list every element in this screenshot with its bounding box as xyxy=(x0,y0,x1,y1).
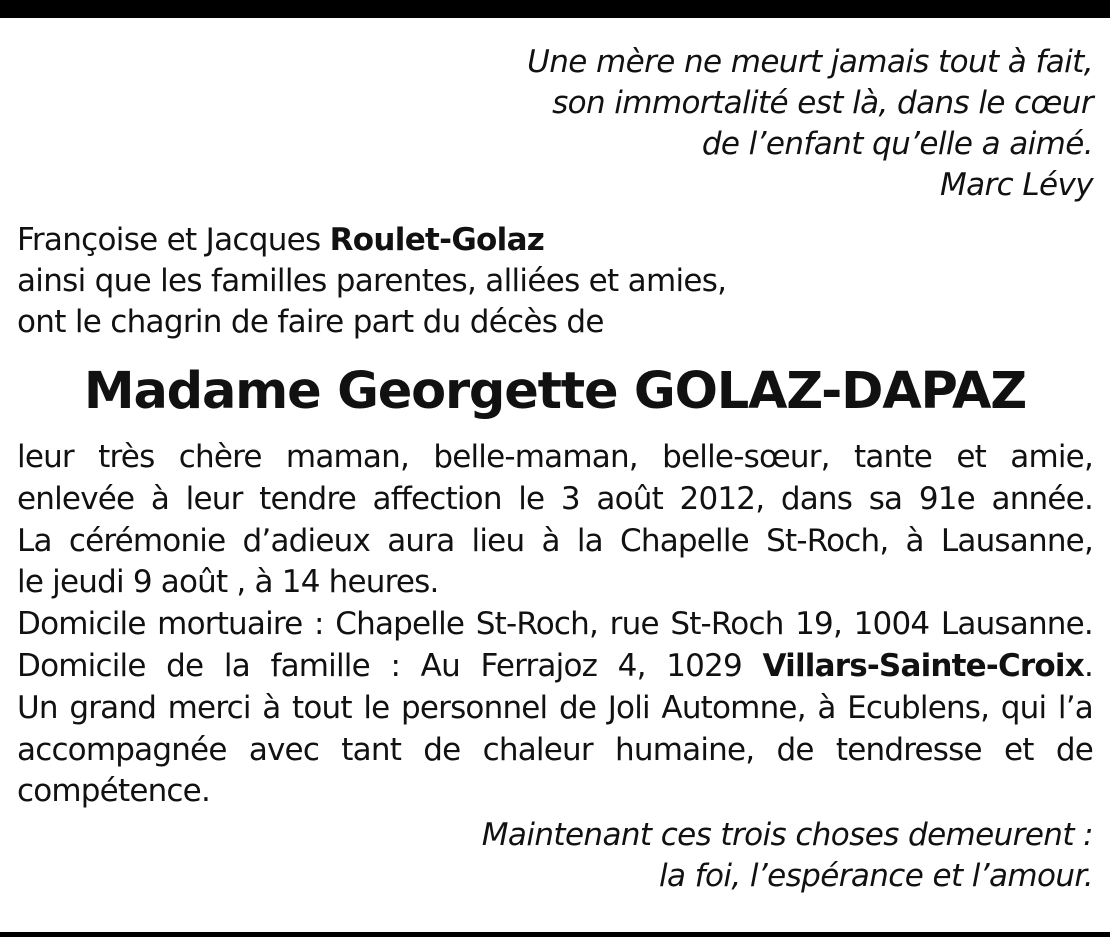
family-address-text: Domicile de la famille : Au Ferrajoz 4, 1029 xyxy=(17,647,763,684)
closing-quote-line: la foi, l’espérance et l’amour. xyxy=(659,858,1093,895)
body-line: leur très chère maman, belle-maman, belle-sœur, tante et amie, xyxy=(17,439,1093,475)
announcers-first-names: Françoise et Jacques xyxy=(17,222,330,258)
epigraph-author: Marc Lévy xyxy=(939,167,1093,203)
announcers-line xyxy=(17,220,1093,261)
body-line: enlevée à leur tendre affection le 3 août 2012, dans sa 91e année. xyxy=(17,480,1093,517)
top-border-rule xyxy=(0,0,1110,18)
announcers-block xyxy=(17,220,1093,343)
family-address-line xyxy=(17,646,1093,688)
family-address-place: Villars-Sainte-Croix xyxy=(762,647,1084,684)
epigraph-line: Une mère ne meurt jamais tout à fait, xyxy=(527,44,1093,80)
obituary-notice xyxy=(17,42,1093,897)
epigraph-line: son immortalité est là, dans le cœur xyxy=(552,85,1093,121)
epigraph-line: de l’enfant qu’elle a aimé. xyxy=(701,126,1093,162)
body-line: accompagnée avec tant de chaleur humaine, de tendresse et de xyxy=(17,731,1093,768)
announcers-families-line: ainsi que les familles parentes, alliées et amies, xyxy=(17,263,727,299)
closing-quote xyxy=(17,815,1093,897)
body-line: compétence. xyxy=(17,773,211,810)
announcers-family-name: Roulet-Golaz xyxy=(329,222,545,258)
body-line: La cérémonie d’adieux aura lieu à la Chapelle St-Roch, à Lausanne, xyxy=(17,522,1093,559)
bottom-border-rule xyxy=(0,932,1110,937)
obituary-body xyxy=(17,437,1093,813)
body-line: le jeudi 9 août , à 14 heures. xyxy=(17,564,439,601)
announcement-line: ont le chagrin de faire part du décès de xyxy=(17,304,604,340)
body-line: Domicile mortuaire : Chapelle St-Roch, rue St-Roch 19, 1004 Lausanne. xyxy=(17,606,1093,643)
family-address-period: . xyxy=(1083,647,1093,684)
deceased-name: Madame Georgette GOLAZ-DAPAZ xyxy=(83,362,1027,421)
epigraph-quote xyxy=(17,42,1093,206)
closing-quote-line: Maintenant ces trois choses demeurent : xyxy=(481,817,1093,854)
body-line: Un grand merci à tout le personnel de Joli Automne, à Ecublens, qui l’a xyxy=(17,689,1093,726)
